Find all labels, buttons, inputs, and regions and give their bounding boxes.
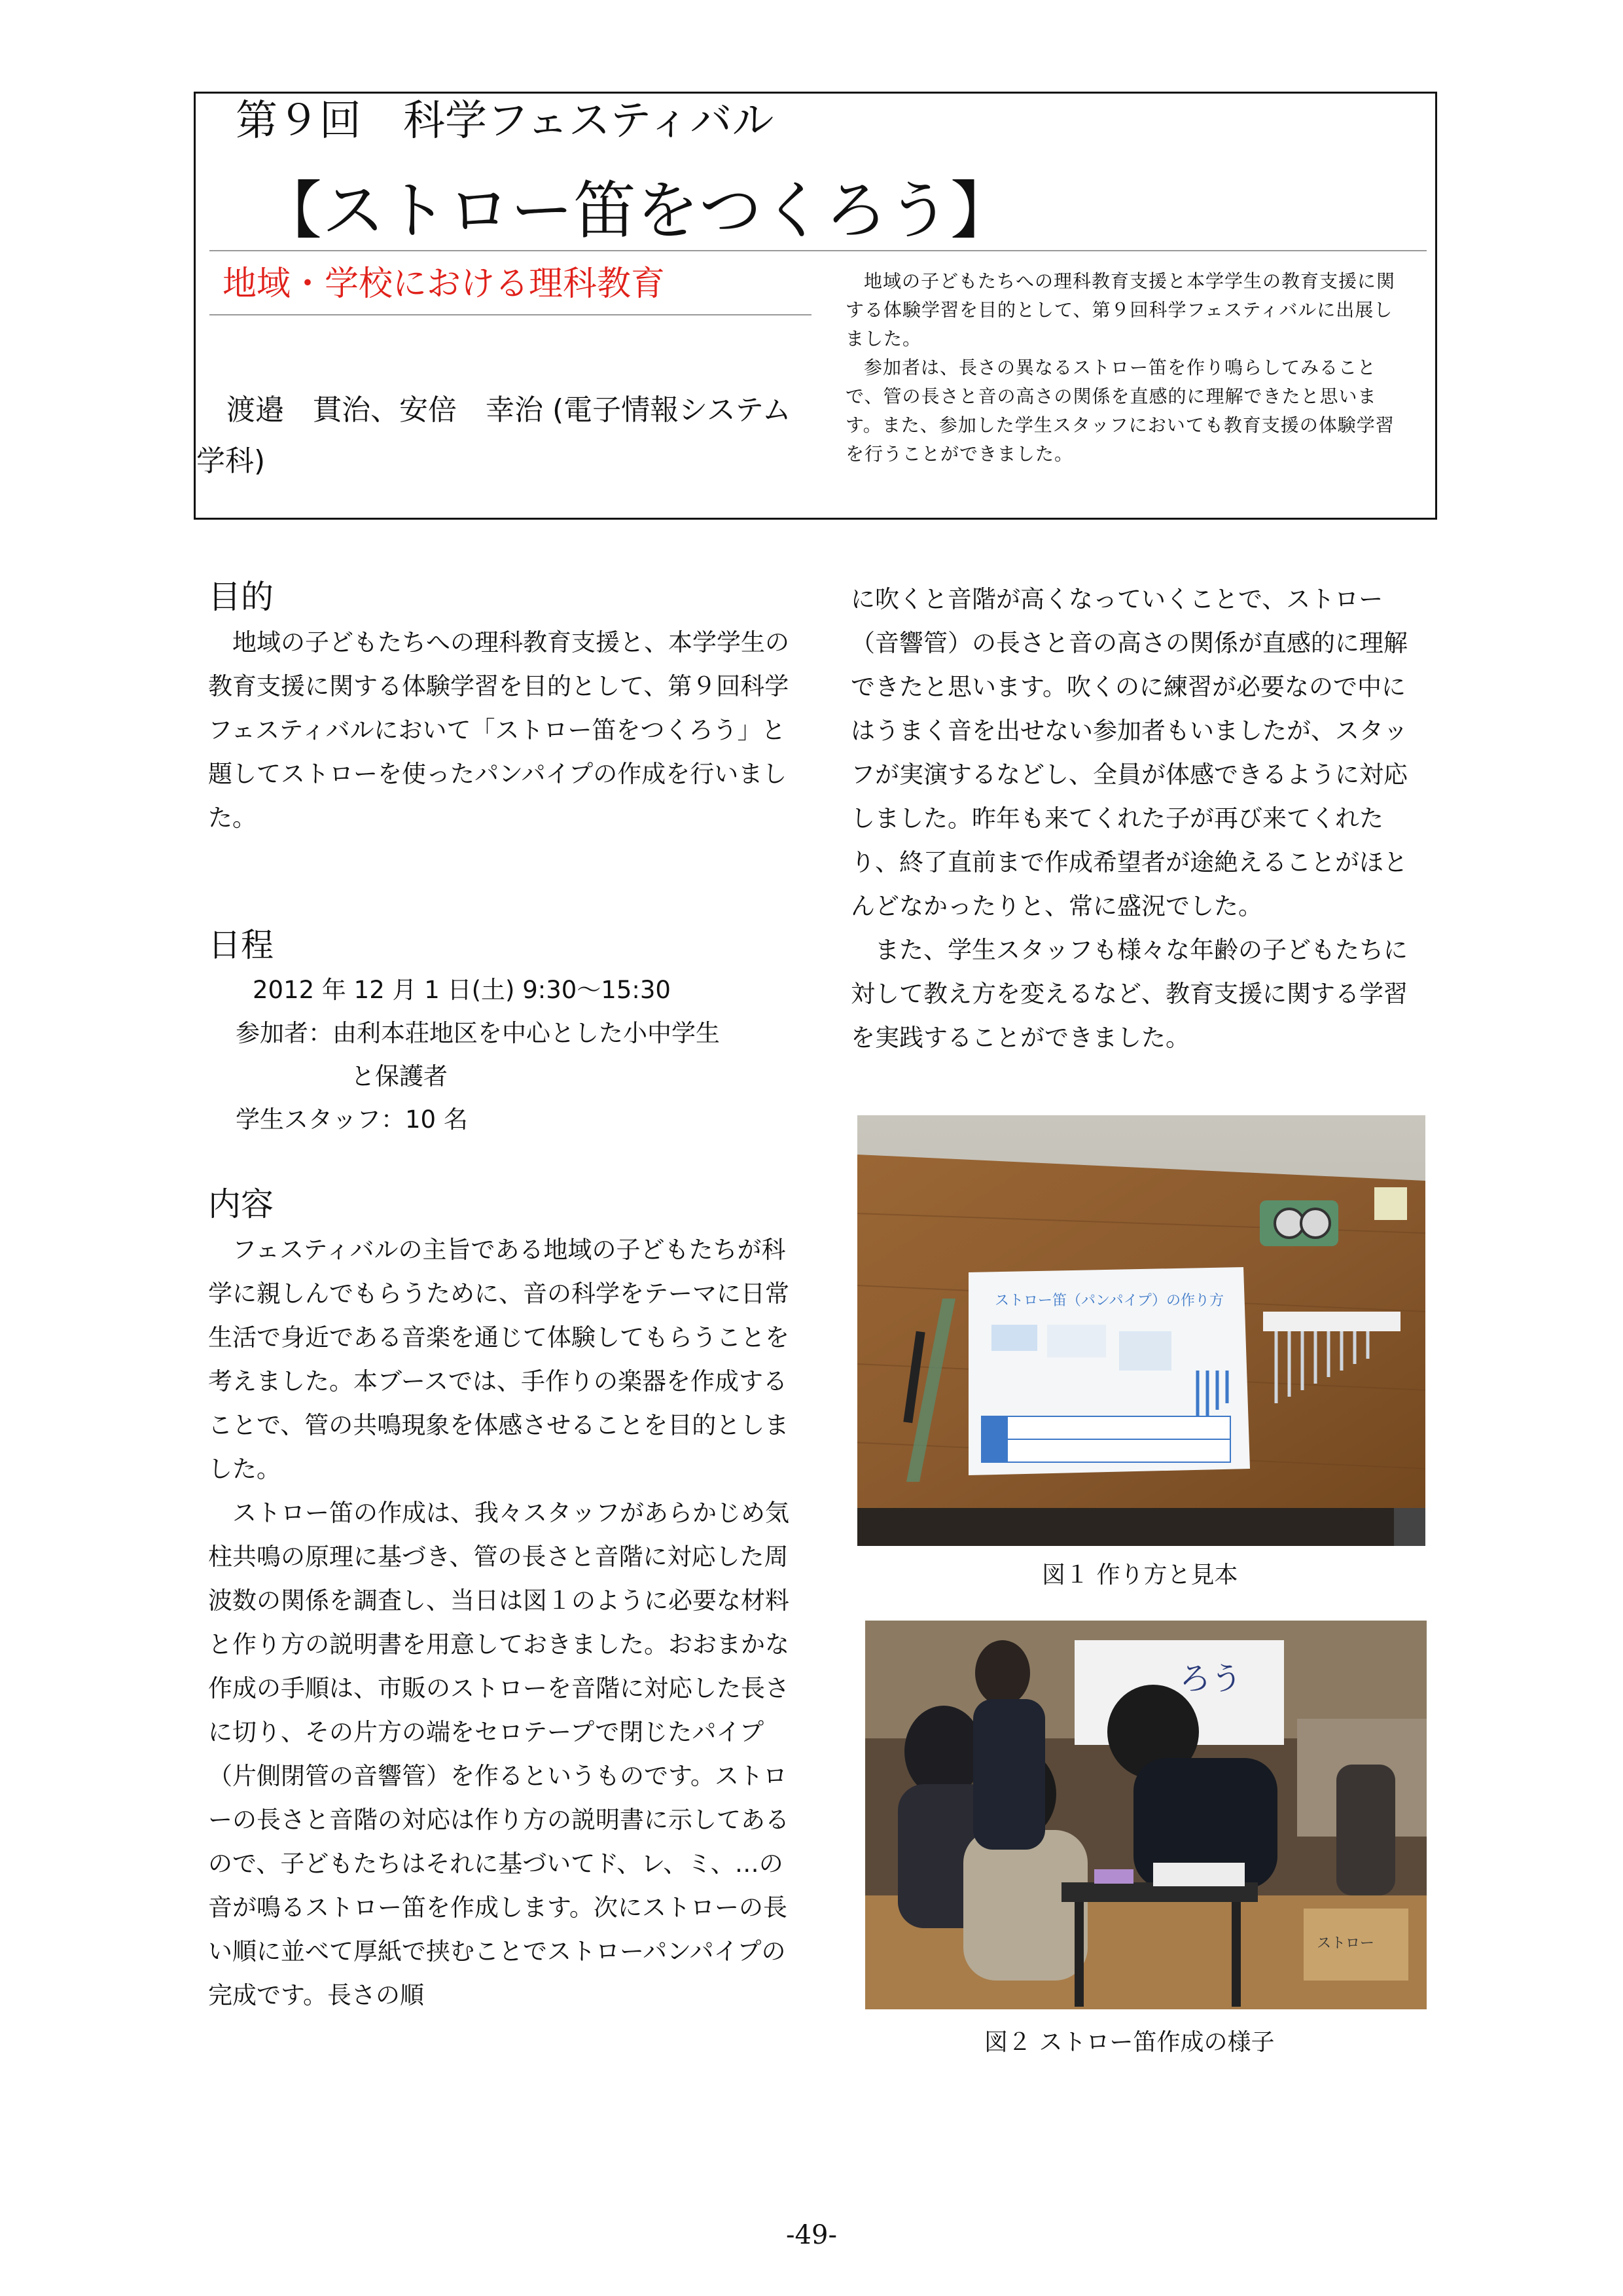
schedule-participants — [236, 1012, 798, 1055]
content-paragraph: ストロー笛の作成は、我々スタッフがあらかじめ気柱共鳴の原理に基づき、管の長さと音階に対応した周波数の関係を調査し、当日は図１のように必要な材料と作り方の説明書を用意しておきました。おおまかな作成の手順は、市販のストローを音階に対応した長さに切り、その片方の端をセロテープで閉じたパイプ（片側閉管の音響管）を作るというものです。ストローの長さと音階の対応は作り方の説明書に示してあるので、子どもたちはそれに基づいてド、レ、ミ、…の音が鳴るストロー笛を作成します。次にストローの長い順に並べて厚紙で挟むことでストローパンパイプの完成です。長さの順 — [208, 1499, 789, 2009]
table-shadow — [857, 1508, 1425, 1546]
section-heading-purpose: 目的 — [208, 578, 274, 616]
abstract-paragraph: 地域の子どもたちへの理科教育支援と本学学生の教育支援に関する体験学習を目的として、第９回科学フェスティバルに出展しました。 — [846, 270, 1396, 350]
figure-2-photo — [865, 1621, 1427, 2009]
series-title: 第９回 科学フェスティバル — [236, 97, 774, 145]
subtitle-divider — [209, 314, 812, 315]
sheet-diagram — [991, 1325, 1037, 1351]
title-divider — [209, 250, 1427, 251]
main-title: 【ストロー笛をつくろう】 — [259, 174, 1013, 247]
sheet-title: ストロー笛（パンパイプ）の作り方 — [995, 1293, 1224, 1309]
figure-1-illustration — [857, 1115, 1425, 1546]
right-column-body — [851, 577, 1427, 1060]
right-paragraph: また、学生スタッフも様々な年齢の子どもたちに対して教え方を変えるなど、教育支援に関する学習を実践することができました。 — [851, 936, 1408, 1052]
authors: 渡邉 貫治、安倍 幸治 (電子情報システム学科) — [196, 393, 791, 478]
figure-2-caption: 図２ ストロー笛作成の様子 — [984, 2029, 1275, 2056]
child-head — [904, 1706, 983, 1797]
figure-1-caption: 図１ 作り方と見本 — [1042, 1562, 1238, 1588]
abstract-paragraph: 参加者は、長さの異なるストロー笛を作り鳴らしてみることで、管の長さと音の高さの関係を直感的に理解できたと思います。また、参加した学生スタッフにおいても教育支援の体験学習を行うことができました。 — [846, 357, 1395, 465]
figure-1-photo — [857, 1115, 1425, 1546]
paper-stack — [1153, 1863, 1245, 1886]
sheet-diagram — [1047, 1325, 1106, 1357]
schedule-staff: 学生スタッフ：10 名 — [236, 1105, 468, 1134]
participants-text-continued: と保護者 — [351, 1062, 448, 1090]
child-jacket — [963, 1830, 1088, 1981]
figure-2-illustration — [865, 1621, 1427, 2009]
label-tag — [1374, 1187, 1407, 1220]
staff-head — [975, 1640, 1030, 1706]
banner-text: ろう — [1179, 1660, 1243, 1697]
page-number: -49- — [786, 2220, 837, 2250]
content-body — [208, 1228, 797, 2017]
section-heading-schedule: 日程 — [208, 926, 274, 964]
background-person — [1336, 1765, 1395, 1895]
schedule-block — [236, 969, 798, 1141]
abstract — [846, 267, 1402, 469]
box-label: ストロー — [1317, 1935, 1375, 1952]
schedule-date: 2012 年 12 月 1 日(土) 9:30～15:30 — [253, 976, 671, 1004]
craft-sheet — [1094, 1869, 1133, 1884]
section-heading-content: 内容 — [208, 1185, 274, 1223]
subtitle: 地域・学校における理科教育 — [223, 264, 666, 304]
table-leg — [1394, 1508, 1425, 1546]
purpose-body — [208, 620, 797, 840]
content-paragraph: フェスティバルの主旨である地域の子どもたちが科学に親しんでもらうために、音の科学をテーマに日常生活で身近である音楽を通じて体験してもらうことを考えました。本ブースでは、手作りの楽器を作成することで、管の共鳴現象を体感させることを目的としました。 — [208, 1236, 789, 1483]
staff-body — [973, 1699, 1045, 1850]
sheet-diagram — [1119, 1331, 1171, 1371]
right-paragraph: に吹くと音階が高くなっていくことで、ストロー（音響管）の長さと音の高さの関係が直感的に理解できたと思います。吹くのに練習が必要なので中にはうまく音を出せない参加者もいましたが、スタッフが実演するなどし、全員が体感できるように対応しました。昨年も来てくれた子が再び来てくれたり、終了直前まで作成希望者が途絶えることがほとんどなかったりと、常に盛況でした。 — [851, 585, 1408, 920]
participants-text: 由利本荘地区を中心とした小中学生 — [332, 1019, 720, 1047]
panpipe-card — [1263, 1312, 1400, 1331]
purpose-paragraph: 地域の子どもたちへの理科教育支援と、本学学生の教育支援に関する体験学習を目的として、第９回科学フェスティバルにおいて「ストロー笛をつくろう」と題してストローを使ったパンパイプの作成を行いました。 — [208, 628, 789, 832]
participants-label: 参加者： — [236, 1019, 332, 1047]
